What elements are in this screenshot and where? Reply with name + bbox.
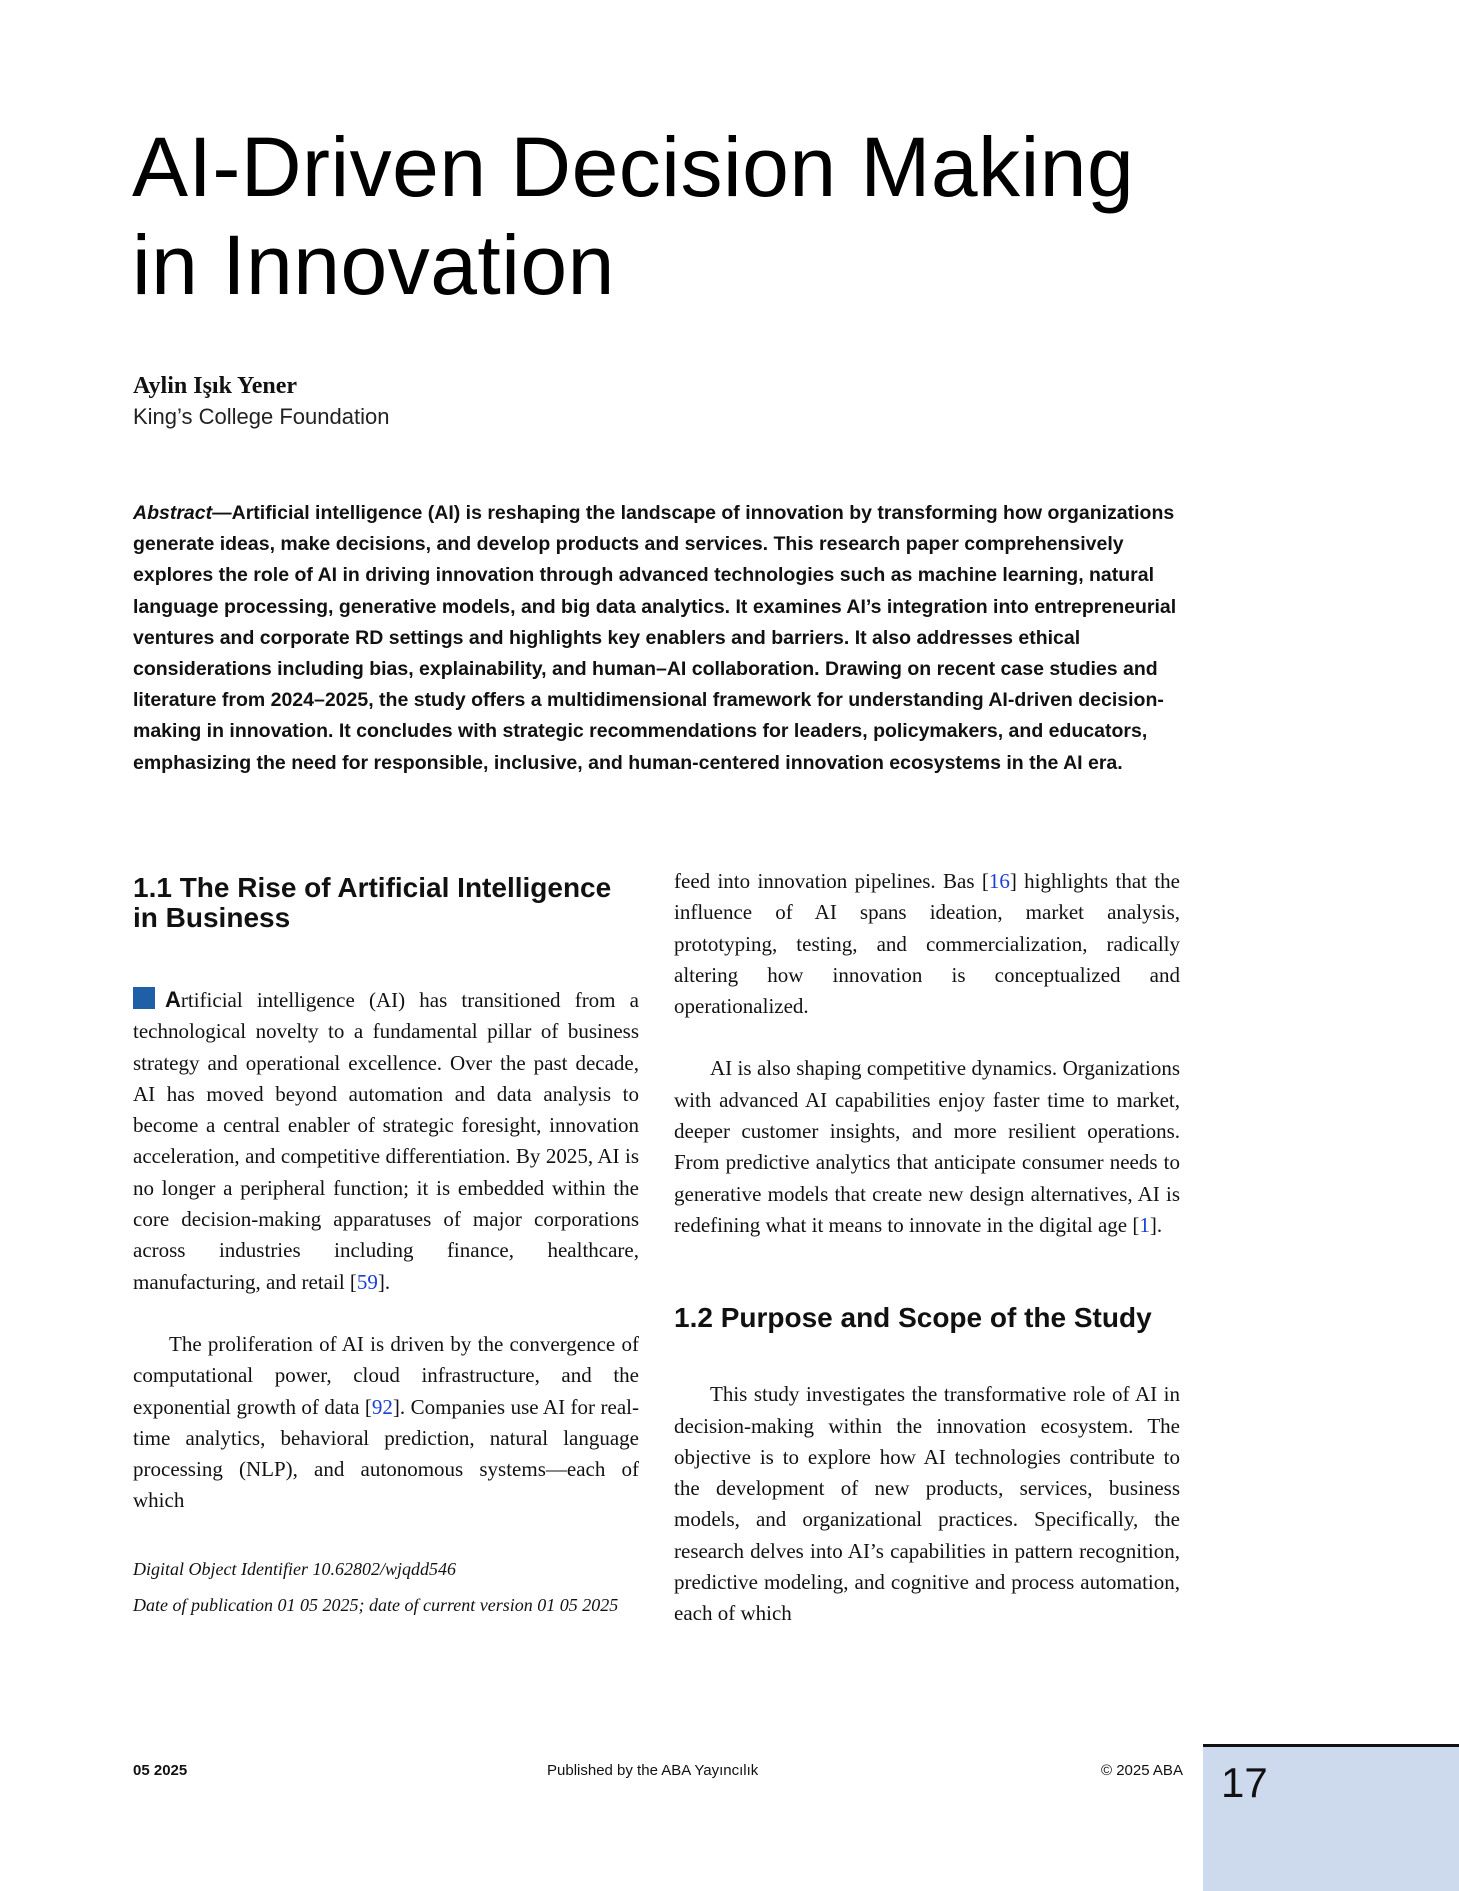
section-heading-1-1: 1.1 The Rise of Artificial Intelligence in Business <box>133 872 612 933</box>
section2-paragraph-1: This study investigates the transformative role of AI in decision-making within the innovation ecosystem. The objective is to explore how AI technologies contribute to the development of new products, services, business models, and organizational practices. Specifically, the research delves into AI’s capabilities in pattern recognition, predictive modeling, and cognitive and process automation, each of which <box>674 1382 1180 1626</box>
right-paragraph-2: AI is also shaping competitive dynamics. Organizations with advanced AI capabilities enjoy faster time to market, deeper customer insights, and more resilient operations. From predictive analytics that anticipate consumer needs to generative models that create new design alternatives, AI is redefining what it means to innovate in the digital age [1]. <box>674 1056 1180 1237</box>
citation-link[interactable]: 92 <box>371 1394 393 1419</box>
footer-copyright: © 2025 ABA <box>1101 1762 1183 1779</box>
right-column <box>674 866 1180 1630</box>
right-paragraph-1: feed into innovation pipelines. Bas [16] highlights that the influence of AI spans ideation, market analysis, prototyping, testing, and commercialization, radically altering how innovation is conceptualized and operationalized. <box>674 869 1180 1019</box>
abstract-label: Abstract <box>133 502 213 524</box>
author-name: Aylin Işık Yener <box>133 373 298 399</box>
abstract-text: —Artificial intelligence (AI) is reshaping the landscape of innovation by transforming how organizations generate ideas, make decisions, and develop products and services. This research paper comprehensively explores the role of AI in driving innovation through advanced technologies such as machine learning, natural language processing, generative models, and big data analytics. It examines AI’s integration into entrepreneurial ventures and corporate RD settings and highlights key enablers and barriers. It also addresses ethical considerations including bias, explainability, and human–AI collaboration. Drawing on recent case studies and literature from 2024–2025, the study offers a multidimensional framework for understanding AI-driven decision-making in innovation. It concludes with strategic recommendations for leaders, policymakers, and educators, emphasizing the need for responsible, inclusive, and human-centered innovation ecosystems in the AI era. <box>133 502 1177 774</box>
section-marker-square <box>133 987 155 1009</box>
author-affiliation: King’s College Foundation <box>133 404 390 429</box>
footer-publisher: Published by the ABA Yayıncılık <box>547 1762 759 1779</box>
title-line-2: in Innovation <box>132 218 615 312</box>
citation-link[interactable]: 16 <box>988 869 1010 893</box>
citation-link[interactable]: 1 <box>1139 1212 1150 1237</box>
doi-line: Digital Object Identifier 10.62802/wjqdd546 <box>133 1558 456 1579</box>
section1-paragraph-1: Artificial intelligence (AI) has transitioned from a technological novelty to a fundamental pillar of business strategy and operational excellence. Over the past decade, AI has moved beyond automation and data analysis to become a central enabler of strategic foresight, innovation acceleration, and competitive differentiation. By 2025, AI is no longer a peripheral function; it is embedded within the core decision-making apparatuses of major corporations across industries including finance, healthcare, manufacturing, and retail [59]. <box>133 987 639 1294</box>
drop-letter: A <box>165 987 181 1012</box>
page-number: 17 <box>1221 1759 1268 1806</box>
section1-paragraph-2: The proliferation of AI is driven by the convergence of computational power, cloud infrastructure, and the exponential growth of data [92]. Companies use AI for real-time analytics, behavioral prediction, natural language processing (NLP), and autonomous systems—each of which <box>133 1331 639 1513</box>
left-column <box>133 873 639 1623</box>
paper-title <box>132 118 1232 314</box>
section-heading-1-2: 1.2 Purpose and Scope of the Study <box>674 1302 1152 1334</box>
abstract <box>133 498 1183 779</box>
title-line-1: AI-Driven Decision Making <box>132 120 1135 214</box>
footer-date: 05 2025 <box>133 1762 188 1779</box>
citation-link[interactable]: 59 <box>356 1269 378 1294</box>
publication-dates: Date of publication 01 05 2025; date of current version 01 05 2025 <box>133 1594 619 1615</box>
page-number-box <box>1203 1744 1459 1891</box>
